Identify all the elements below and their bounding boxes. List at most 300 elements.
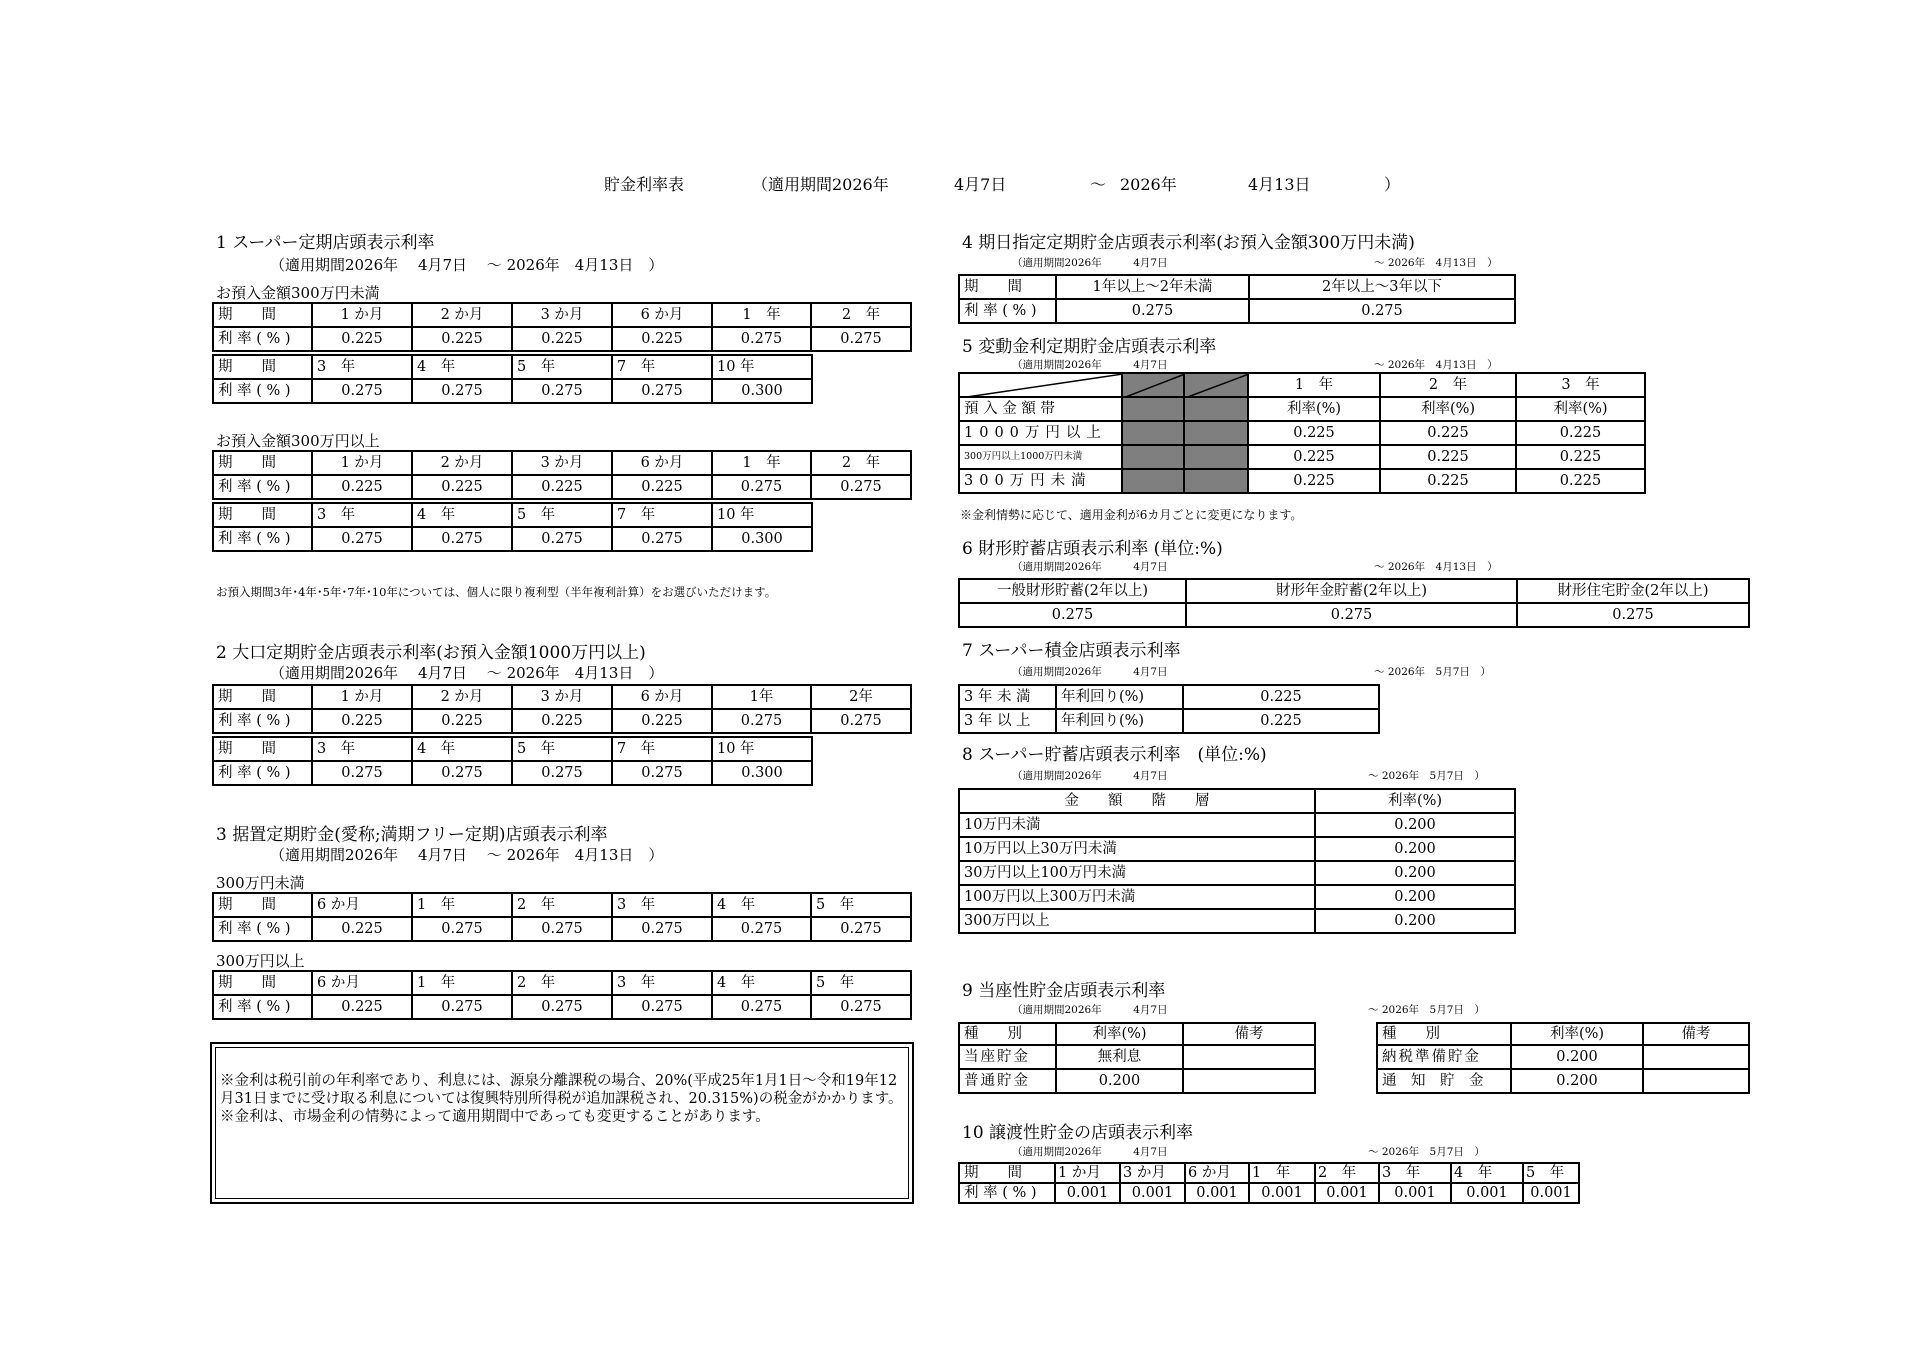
kikan-cell: 期 間 [213, 893, 312, 917]
rate-value: 0.225 [612, 475, 712, 499]
col-head: 5 年 [811, 893, 911, 917]
col-head: 2年 [811, 685, 911, 709]
table-row [213, 995, 911, 1019]
rate-value: 0.225 [312, 995, 412, 1019]
table-row [959, 469, 1645, 493]
rate-value: 0.225 [312, 475, 412, 499]
table-row [959, 861, 1515, 885]
table-row [213, 527, 812, 551]
kikan-cell: 期 間 [213, 971, 312, 995]
col-head: 4 年 [412, 503, 512, 527]
rate-value: 0.225 [312, 917, 412, 941]
table-row [959, 909, 1515, 933]
col-head: 5 年 [1523, 1163, 1579, 1183]
col-head: 利率(%) [1516, 397, 1645, 421]
col-head: 3 か月 [512, 685, 612, 709]
s5-period-right: ～ 2026年 4月13日 ） [1374, 359, 1498, 371]
col-head: 1 年 [712, 303, 811, 327]
rate-value: 0.275 [1249, 299, 1515, 323]
table-row [213, 737, 812, 761]
rate-value: 0.225 [412, 327, 512, 351]
col-head: 10 年 [712, 737, 812, 761]
col-head: 2 年 [811, 451, 911, 475]
s1-period: （適用期間2026年 4月7日 ～ 2026年 4月13日 ） [270, 256, 664, 274]
table-row [213, 379, 812, 403]
s1-note: お預入期間3年･4年･5年･7年･10年については、個人に限り複利型（半年複利計算）をお選びいただけます。 [216, 585, 777, 599]
rate-value: 0.275 [811, 327, 911, 351]
col-head: 3 年 [1516, 373, 1645, 397]
s2-period: （適用期間2026年 4月7日 ～ 2026年 4月13日 ） [270, 664, 664, 682]
rate-value: 0.200 [1315, 861, 1515, 885]
rate-value: 0.300 [712, 527, 812, 551]
table-row [213, 451, 911, 475]
col-head: 金 額 階 層 [959, 789, 1315, 813]
col-head: 3 年 [312, 737, 412, 761]
s5-period-left: （適用期間2026年 4月7日 [1012, 359, 1168, 371]
rate-value: 0.225 [1248, 421, 1380, 445]
col-head: 3 年 [612, 971, 712, 995]
row-label: 3 年 以 上 [959, 709, 1056, 733]
s9-table-left [958, 1022, 1316, 1094]
col-head: 利率(%) [1380, 397, 1516, 421]
col-head: 5 年 [512, 737, 612, 761]
col-head: 6 か月 [612, 303, 712, 327]
s1-under-table-long [212, 354, 813, 404]
s1-over-table [212, 450, 912, 500]
gray-cell [1122, 445, 1184, 469]
s3-over-label: 300万円以上 [216, 952, 305, 970]
col-head: 6 か月 [612, 685, 712, 709]
rate-value: 0.275 [412, 995, 512, 1019]
col-head: 備考 [1643, 1023, 1749, 1045]
s2-table [212, 684, 912, 734]
s1-under-label: お預入金額300万円未満 [216, 284, 380, 302]
s4-heading: 4 期日指定定期貯金店頭表示利率(お預入金額300万円未満) [962, 233, 1415, 253]
band-label: 預 入 金 額 帯 [959, 397, 1122, 421]
rate-value: 0.001 [1120, 1183, 1185, 1203]
table-row [959, 813, 1515, 837]
rate-value: 0.275 [512, 761, 612, 785]
s6-period-right: ～ 2026年 4月13日 ） [1374, 561, 1498, 573]
col-head: 5 年 [512, 503, 612, 527]
rate-value: 0.275 [712, 327, 811, 351]
col-head: 5 年 [811, 971, 911, 995]
rate-label: 利 率 ( % ) [213, 761, 312, 785]
rate-value: 0.225 [1183, 685, 1379, 709]
col-head: 10 年 [712, 503, 812, 527]
row-label: 1000万円以上 [959, 421, 1122, 445]
table-row [959, 299, 1515, 323]
row-label: 納税準備貯金 [1377, 1045, 1511, 1069]
col-head: 7 年 [612, 737, 712, 761]
col-head: 利率(%) [1511, 1023, 1643, 1045]
s3-heading: 3 据置定期貯金(愛称;満期フリー定期)店頭表示利率 [216, 825, 608, 845]
rate-value: 0.001 [1451, 1183, 1523, 1203]
table-row [959, 275, 1515, 299]
rate-value: 0.275 [1517, 603, 1749, 627]
gray-cell [1184, 421, 1248, 445]
notice-line-1: ※金利は税引前の年利率であり、利息には、源泉分離課税の場合、20%(平成25年1月1日～令和19年12月31日までに受け取る利息については復興特別所得税が追加課税され、20.315%)の税金がかかります。 [220, 1073, 903, 1107]
rate-value: 0.275 [1056, 299, 1249, 323]
s1-over-label: お預入金額300万円以上 [216, 432, 380, 450]
row-label: 300万円以上1000万円未満 [959, 445, 1122, 469]
s3-over-table [212, 970, 912, 1020]
row-label: 10万円未満 [959, 813, 1315, 837]
rate-value: 0.275 [312, 379, 412, 403]
col-head: 2 か月 [412, 685, 512, 709]
table-row [213, 503, 812, 527]
table-row [959, 579, 1749, 603]
col-head: 4 年 [412, 355, 512, 379]
col-head: 1年以上～2年未満 [1056, 275, 1249, 299]
rate-value: 0.225 [1516, 421, 1645, 445]
rate-value: 0.225 [312, 709, 412, 733]
col-head: 2 年 [512, 893, 612, 917]
kikan-cell: 期 間 [213, 685, 312, 709]
rate-value: 0.275 [612, 761, 712, 785]
row-label: 当座貯金 [959, 1045, 1056, 1069]
rate-label: 利 率 ( % ) [213, 379, 312, 403]
notice-inner [215, 1047, 909, 1199]
table-row [959, 837, 1515, 861]
table-row [959, 789, 1515, 813]
s7-period-right: ～ 2026年 5月7日 ） [1374, 666, 1491, 678]
rate-value: 0.200 [1315, 909, 1515, 933]
rate-label: 利 率 ( % ) [213, 527, 312, 551]
rate-label: 利 率 ( % ) [213, 475, 312, 499]
table-row [1377, 1069, 1749, 1093]
gray-cell [1122, 421, 1184, 445]
rate-value: 0.275 [712, 995, 811, 1019]
kikan-cell: 期 間 [959, 275, 1056, 299]
col-head: 一般財形貯蓄(2年以上) [959, 579, 1186, 603]
kikan-cell: 期 間 [213, 737, 312, 761]
rate-value: 0.275 [412, 379, 512, 403]
rate-value: 0.225 [512, 475, 612, 499]
table-row [213, 303, 911, 327]
s2-table-long [212, 736, 813, 786]
table-row [959, 885, 1515, 909]
rate-value: 0.200 [1511, 1045, 1643, 1069]
col-head: 3 か月 [512, 303, 612, 327]
rate-value: 0.225 [1516, 469, 1645, 493]
rate-label: 利 率 ( % ) [959, 1183, 1055, 1203]
table-row [959, 1183, 1579, 1203]
table-row [213, 917, 911, 941]
col-head: 3 年 [312, 355, 412, 379]
col-head: 3 か月 [512, 451, 612, 475]
table-row [959, 397, 1645, 421]
col-head: 2 か月 [412, 303, 512, 327]
col-head: 2年以上～3年以下 [1249, 275, 1515, 299]
rate-value: 0.275 [712, 475, 811, 499]
rate-value: 0.225 [1248, 445, 1380, 469]
col-head: 2 年 [811, 303, 911, 327]
kind-label: 年利回り(%) [1056, 685, 1183, 709]
s10-period-left: （適用期間2026年 4月7日 [1012, 1146, 1168, 1158]
s1-heading: 1 スーパー定期店頭表示利率 [216, 233, 435, 253]
rate-value: 0.225 [1380, 421, 1516, 445]
rate-value: 無利息 [1056, 1045, 1183, 1069]
rate-value: 0.300 [712, 379, 812, 403]
rate-label: 利 率 ( % ) [213, 709, 312, 733]
table-row [959, 421, 1645, 445]
table-row [959, 1069, 1315, 1093]
period-to-year: 2026年 [1120, 175, 1177, 194]
s10-table [958, 1162, 1580, 1204]
col-head: 1 年 [412, 893, 512, 917]
col-head: 財形年金貯蓄(2年以上) [1186, 579, 1517, 603]
col-head: 3 年 [312, 503, 412, 527]
diagonal-line-icon [1123, 374, 1184, 397]
col-head: 1 か月 [1055, 1163, 1120, 1183]
kikan-cell: 期 間 [213, 303, 312, 327]
s1-under-table [212, 302, 912, 352]
rate-label: 利 率 ( % ) [959, 299, 1056, 323]
rate-value: 0.200 [1315, 885, 1515, 909]
biko-cell [1643, 1069, 1749, 1093]
rate-value: 0.275 [1186, 603, 1517, 627]
diagonal-line-icon [960, 374, 1122, 397]
col-head: 2 か月 [412, 451, 512, 475]
rate-value: 0.275 [959, 603, 1186, 627]
s4-period-left: （適用期間2026年 4月7日 [1012, 257, 1168, 269]
rate-label: 利 率 ( % ) [213, 995, 312, 1019]
s9-heading: 9 当座性貯金店頭表示利率 [962, 981, 1166, 1001]
col-head: 2 年 [1315, 1163, 1379, 1183]
row-label: 3 年 未 満 [959, 685, 1056, 709]
s6-heading: 6 財形貯蓄店頭表示利率 (単位:%) [962, 539, 1223, 559]
col-head: 1 年 [412, 971, 512, 995]
s3-under-label: 300万円未満 [216, 874, 305, 892]
notice-line-2: ※金利は、市場金利の情勢によって適用期間中であっても変更することがあります。 [220, 1109, 770, 1125]
notice-box [210, 1042, 914, 1204]
table-row [213, 685, 911, 709]
col-head: 3 年 [1379, 1163, 1451, 1183]
table-row [959, 373, 1645, 397]
col-head: 7 年 [612, 355, 712, 379]
rate-value: 0.225 [512, 709, 612, 733]
s8-period-right: ～ 2026年 5月7日 ） [1368, 770, 1485, 782]
table-row [213, 761, 812, 785]
kind-label: 年利回り(%) [1056, 709, 1183, 733]
kikan-cell: 期 間 [213, 503, 312, 527]
period-tilde: ～ [1090, 175, 1107, 194]
table-row [959, 685, 1379, 709]
biko-cell [1183, 1069, 1315, 1093]
period-close: ） [1384, 175, 1401, 194]
col-head: 2 年 [512, 971, 612, 995]
table-row [959, 1045, 1315, 1069]
col-head: 備考 [1183, 1023, 1315, 1045]
rate-value: 0.275 [512, 527, 612, 551]
row-label: 300万円未満 [959, 469, 1122, 493]
col-head: 利率(%) [1248, 397, 1380, 421]
table-row [1377, 1045, 1749, 1069]
s10-heading: 10 譲渡性貯金の店頭表示利率 [962, 1123, 1194, 1143]
gray-cell [1184, 469, 1248, 493]
col-head: 種 別 [959, 1023, 1056, 1045]
s6-table [958, 578, 1750, 628]
rate-value: 0.200 [1315, 813, 1515, 837]
rate-value: 0.225 [412, 709, 512, 733]
diag-cell [959, 373, 1122, 397]
table-row [959, 445, 1645, 469]
rate-value: 0.225 [612, 327, 712, 351]
biko-cell [1643, 1045, 1749, 1069]
s8-heading: 8 スーパー貯蓄店頭表示利率 (単位:%) [962, 745, 1267, 765]
rate-value: 0.001 [1055, 1183, 1120, 1203]
gray-cell [1122, 469, 1184, 493]
s9-table-right [1376, 1022, 1750, 1094]
rate-value: 0.225 [1380, 469, 1516, 493]
col-head: 1 年 [1248, 373, 1380, 397]
table-row [213, 355, 812, 379]
s7-table [958, 684, 1380, 734]
rate-value: 0.275 [312, 527, 412, 551]
row-label: 100万円以上300万円未満 [959, 885, 1315, 909]
rate-value: 0.275 [811, 995, 911, 1019]
col-head: 4 年 [1451, 1163, 1523, 1183]
rate-value: 0.275 [712, 709, 811, 733]
col-head: 6 か月 [612, 451, 712, 475]
rate-value: 0.275 [412, 917, 512, 941]
rate-value: 0.001 [1523, 1183, 1579, 1203]
gray-cell [1122, 397, 1184, 421]
rate-value: 0.275 [612, 995, 712, 1019]
table-row [959, 1023, 1315, 1045]
col-head: 4 年 [712, 893, 811, 917]
rate-label: 利 率 ( % ) [213, 917, 312, 941]
s8-table [958, 788, 1516, 934]
rate-value: 0.275 [811, 475, 911, 499]
rate-value: 0.225 [1183, 709, 1379, 733]
rate-value: 0.275 [512, 379, 612, 403]
rate-value: 0.275 [412, 527, 512, 551]
s7-heading: 7 スーパー積金店頭表示利率 [962, 641, 1181, 661]
table-row [213, 893, 911, 917]
s4-table [958, 274, 1516, 324]
col-head: 財形住宅貯金(2年以上) [1517, 579, 1749, 603]
biko-cell [1183, 1045, 1315, 1069]
table-row [213, 971, 911, 995]
col-head: 利率(%) [1056, 1023, 1183, 1045]
col-head: 3 か月 [1120, 1163, 1185, 1183]
s7-period-left: （適用期間2026年 4月7日 [1012, 666, 1168, 678]
rate-value: 0.275 [612, 527, 712, 551]
table-row [213, 327, 911, 351]
rate-value: 0.001 [1315, 1183, 1379, 1203]
rate-value: 0.001 [1249, 1183, 1315, 1203]
rate-label: 利 率 ( % ) [213, 327, 312, 351]
s5-heading: 5 変動金利定期貯金店頭表示利率 [962, 337, 1217, 357]
period-to-day: 4月13日 [1248, 175, 1311, 194]
col-head: 2 年 [1380, 373, 1516, 397]
rate-value: 0.275 [612, 917, 712, 941]
kikan-cell: 期 間 [213, 451, 312, 475]
col-head: 6 か月 [312, 893, 412, 917]
col-head: 4 年 [712, 971, 811, 995]
col-head: 利率(%) [1315, 789, 1515, 813]
rate-value: 0.200 [1315, 837, 1515, 861]
row-label: 普通貯金 [959, 1069, 1056, 1093]
col-head: 6 か月 [312, 971, 412, 995]
s3-under-table [212, 892, 912, 942]
col-head: 6 か月 [1185, 1163, 1249, 1183]
table-row [959, 603, 1749, 627]
col-head: 1 年 [1249, 1163, 1315, 1183]
row-label: 通 知 貯 金 [1377, 1069, 1511, 1093]
rate-value: 0.275 [512, 995, 612, 1019]
s4-period-right: ～ 2026年 4月13日 ） [1374, 257, 1498, 269]
row-label: 30万円以上100万円未満 [959, 861, 1315, 885]
row-label: 10万円以上30万円未満 [959, 837, 1315, 861]
rate-value: 0.275 [412, 761, 512, 785]
s1-over-table-long [212, 502, 813, 552]
rate-value: 0.200 [1056, 1069, 1183, 1093]
rate-value: 0.275 [512, 917, 612, 941]
gray-cell [1184, 397, 1248, 421]
gray-cell [1184, 373, 1248, 397]
s5-table [958, 372, 1646, 494]
rate-value: 0.225 [412, 475, 512, 499]
s8-period-left: （適用期間2026年 4月7日 [1012, 770, 1168, 782]
rate-value: 0.225 [1248, 469, 1380, 493]
col-head: 1年 [712, 685, 811, 709]
s5-note: ※金利情勢に応じて、適用金利が6カ月ごとに変更になります。 [960, 508, 1303, 522]
col-head: 4 年 [412, 737, 512, 761]
rate-value: 0.001 [1379, 1183, 1451, 1203]
s9-period-left: （適用期間2026年 4月7日 [1012, 1004, 1168, 1016]
rate-value: 0.275 [811, 709, 911, 733]
period-from: 4月7日 [954, 175, 1007, 194]
rate-value: 0.225 [1516, 445, 1645, 469]
col-head: 3 年 [612, 893, 712, 917]
rate-value: 0.275 [312, 761, 412, 785]
s9-period-right: ～ 2026年 5月7日 ） [1368, 1004, 1485, 1016]
col-head: 10 年 [712, 355, 812, 379]
rate-value: 0.275 [712, 917, 811, 941]
rate-value: 0.225 [612, 709, 712, 733]
rate-value: 0.225 [312, 327, 412, 351]
rate-value: 0.225 [512, 327, 612, 351]
s2-heading: 2 大口定期貯金店頭表示利率(お預入金額1000万円以上) [216, 643, 646, 663]
table-row [213, 475, 911, 499]
col-head: 1 年 [712, 451, 811, 475]
gray-cell [1122, 373, 1184, 397]
page-title: 貯金利率表 [604, 175, 685, 194]
row-label: 300万円以上 [959, 909, 1315, 933]
table-row [1377, 1023, 1749, 1045]
s10-period-right: ～ 2026年 5月7日 ） [1368, 1146, 1485, 1158]
s6-period-left: （適用期間2026年 4月7日 [1012, 561, 1168, 573]
table-row [959, 709, 1379, 733]
col-head: 種 別 [1377, 1023, 1511, 1045]
rate-value: 0.275 [811, 917, 911, 941]
kikan-cell: 期 間 [959, 1163, 1055, 1183]
table-row [213, 709, 911, 733]
rate-value: 0.200 [1511, 1069, 1643, 1093]
rate-value: 0.225 [1380, 445, 1516, 469]
rate-value: 0.300 [712, 761, 812, 785]
s3-period: （適用期間2026年 4月7日 ～ 2026年 4月13日 ） [270, 846, 664, 864]
rate-value: 0.275 [612, 379, 712, 403]
rate-value: 0.001 [1185, 1183, 1249, 1203]
gray-cell [1184, 445, 1248, 469]
col-head: 1 か月 [312, 685, 412, 709]
col-head: 1 か月 [312, 303, 412, 327]
period-open: （適用期間2026年 [752, 175, 889, 194]
